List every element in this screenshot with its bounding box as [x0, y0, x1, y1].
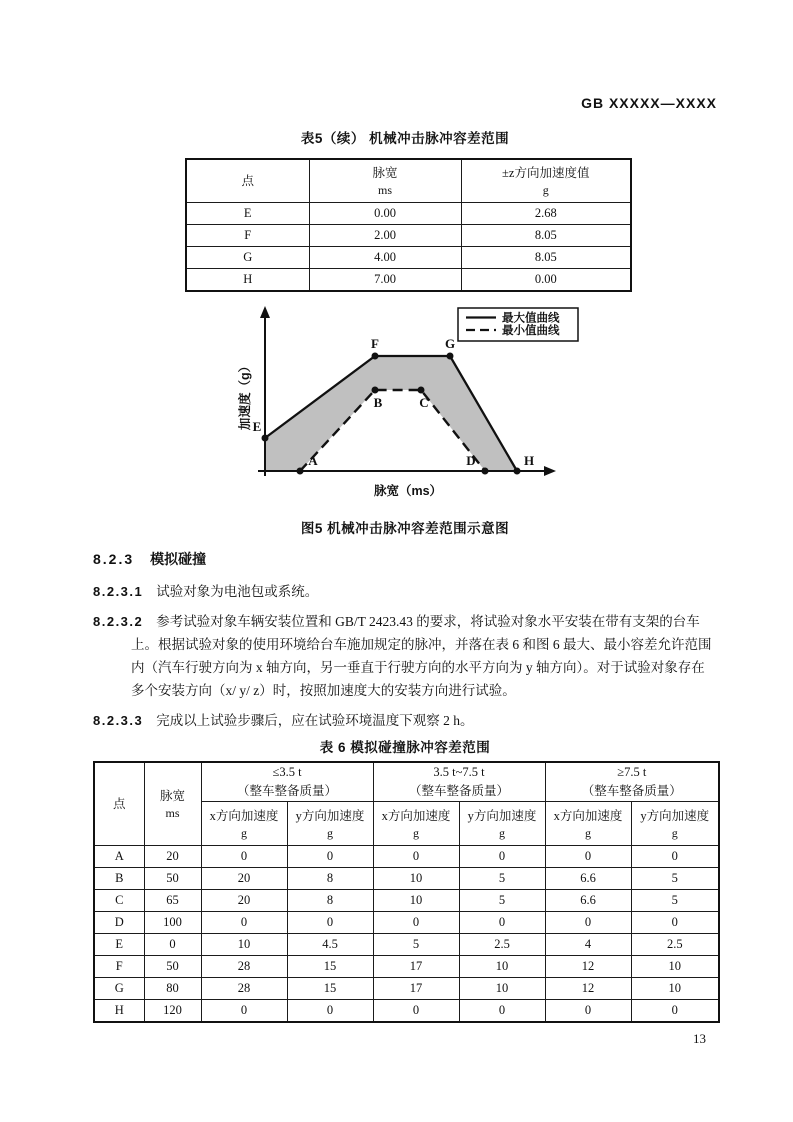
table5-header-pulse-unit: ms	[377, 183, 392, 198]
table5-cell: 0.00	[461, 269, 631, 292]
clause-line	[93, 610, 733, 633]
table6-header-pulse-label: 脉宽	[159, 789, 185, 804]
table6-group-light-range: ≤3.5 t	[272, 765, 302, 780]
x-accel-label: x方向加速度	[209, 808, 279, 823]
table6-cell: 10	[373, 890, 459, 912]
table6-cell: 28	[201, 978, 287, 1000]
table6-cell: 0	[201, 846, 287, 868]
table6-group-mid-range: 3.5 t~7.5 t	[433, 765, 485, 780]
table6-cell: 10	[201, 934, 287, 956]
table6-cell: 28	[201, 956, 287, 978]
table5-cell: F	[186, 225, 309, 247]
table6-cell: 0	[459, 912, 545, 934]
point-E	[262, 435, 269, 442]
table6-body	[94, 846, 719, 1023]
table6-group-light-note: （整车整备质量）	[237, 784, 338, 798]
clause-text: 参考试验对象车辆安装位置和 GB/T 2423.43 的要求，将试验对象水平安装在带有支架的台车	[156, 614, 700, 629]
clause-number: 8.2.3.1	[93, 584, 144, 599]
table6-cell: 17	[373, 956, 459, 978]
table5-header-accel-label: ±z方向加速度值	[502, 166, 590, 181]
table6-cell: 50	[144, 956, 201, 978]
table6-cell: 5	[459, 868, 545, 890]
table6-cell: 0	[201, 1000, 287, 1023]
table6-cell: D	[94, 912, 144, 934]
table6-title: 表 6 模拟碰撞脉冲容差范围	[319, 740, 491, 755]
table5-cell: H	[186, 269, 309, 292]
point-F-label: F	[371, 336, 379, 351]
table6-cell: 12	[545, 956, 631, 978]
clause-line	[93, 580, 733, 603]
x-accel-label: x方向加速度	[381, 808, 451, 823]
x-accel-label: x方向加速度	[553, 808, 623, 823]
clause-number: 8.2.3.3	[93, 713, 144, 728]
table6-header-pulse-unit: ms	[165, 806, 180, 821]
legend-min-label: 最小值曲线	[502, 325, 560, 337]
table5-header-pulse-label: 脉宽	[372, 166, 398, 181]
y-axis-arrow-icon	[260, 306, 270, 318]
point-B	[372, 387, 379, 394]
table5-header-pulse	[309, 159, 461, 203]
table6-cell: 17	[373, 978, 459, 1000]
x-accel-unit: g	[413, 825, 420, 840]
table5-cell: 8.05	[461, 225, 631, 247]
y-accel-unit: g	[499, 825, 506, 840]
table6-cell: 6.6	[545, 890, 631, 912]
table6-cell: 15	[287, 978, 373, 1000]
table6-group-heavy-note: （整车整备质量）	[581, 784, 682, 798]
table6-cell: 20	[144, 846, 201, 868]
table6-cell: H	[94, 1000, 144, 1023]
tolerance-band-shape	[265, 356, 517, 471]
table6-header-point: 点	[94, 762, 144, 846]
clause-text: 试验对象为电池包或系统。	[156, 584, 319, 599]
y-accel-label: y方向加速度	[640, 808, 710, 823]
table6-row	[94, 846, 719, 868]
clause	[93, 709, 733, 732]
table6-cell: 5	[631, 890, 719, 912]
table6-cell: 0	[287, 846, 373, 868]
table5-header-accel-unit: g	[542, 183, 549, 198]
table6-cell: 0	[631, 1000, 719, 1023]
table5-row	[186, 203, 631, 225]
section-number: 8.2.3	[93, 551, 135, 567]
table6-cell: 120	[144, 1000, 201, 1023]
point-D	[482, 468, 489, 475]
point-H	[514, 468, 521, 475]
table6-cell: 0	[545, 912, 631, 934]
y-accel-label: y方向加速度	[295, 808, 365, 823]
clause	[93, 610, 733, 702]
table6-cell: 5	[459, 890, 545, 912]
page-number: 13	[693, 1031, 706, 1046]
clause-line	[93, 709, 733, 732]
table5-body	[186, 203, 631, 292]
table6-cell: 0	[144, 934, 201, 956]
table6-cell: 20	[201, 890, 287, 912]
table5-row	[186, 269, 631, 292]
table6-sub-x2	[373, 802, 459, 846]
table6-cell: 0	[373, 846, 459, 868]
table6-sub-x1	[201, 802, 287, 846]
table6-cell: 20	[201, 868, 287, 890]
y-accel-unit: g	[671, 825, 678, 840]
table6-cell: 80	[144, 978, 201, 1000]
table6-cell: 65	[144, 890, 201, 912]
table6-cell: 6.6	[545, 868, 631, 890]
section-title: 模拟碰撞	[150, 551, 207, 567]
table6-group-heavy	[545, 762, 719, 802]
section-heading	[93, 549, 206, 569]
table5-cell: 4.00	[309, 247, 461, 269]
table5-cell: 2.68	[461, 203, 631, 225]
table5-cell: 0.00	[309, 203, 461, 225]
figure5-diagram	[228, 298, 588, 503]
table6-cell: F	[94, 956, 144, 978]
figure5-caption: 图5 机械冲击脉冲容差范围示意图	[300, 521, 510, 536]
table6-cell: 0	[373, 912, 459, 934]
legend	[458, 308, 578, 341]
point-A-label: A	[308, 453, 318, 468]
table6-cell: E	[94, 934, 144, 956]
clause-number: 8.2.3.2	[93, 614, 144, 629]
table6-cell: 0	[459, 1000, 545, 1023]
table6-group-light	[201, 762, 373, 802]
table6-cell: 0	[287, 912, 373, 934]
table6-cell: 0	[201, 912, 287, 934]
point-C-label: C	[419, 395, 429, 410]
table6-group-mid-note: （整车整备质量）	[409, 784, 510, 798]
table5-row	[186, 225, 631, 247]
table6-header-pulse	[144, 762, 201, 846]
point-G-label: G	[444, 336, 456, 351]
point-F	[372, 353, 379, 360]
table6-cell: 4.5	[287, 934, 373, 956]
table6-sub-y2	[459, 802, 545, 846]
table5-title: 表5（续） 机械冲击脉冲容差范围	[300, 131, 510, 146]
table5-cell: 2.00	[309, 225, 461, 247]
table6-cell: 10	[459, 956, 545, 978]
table6-cell: 50	[144, 868, 201, 890]
table6-row	[94, 956, 719, 978]
table6-group-heavy-range: ≥7.5 t	[617, 765, 647, 780]
table6-sub-y1	[287, 802, 373, 846]
table6-cell: 8	[287, 868, 373, 890]
table6-cell: 0	[631, 912, 719, 934]
x-axis-arrow-icon	[544, 466, 556, 476]
table6-cell: B	[94, 868, 144, 890]
clauses-container	[93, 580, 733, 739]
table6-sub-y3	[631, 802, 719, 846]
table6-row	[94, 868, 719, 890]
table6-cell: 10	[631, 956, 719, 978]
table6-row	[94, 890, 719, 912]
table6-cell: 5	[373, 934, 459, 956]
table6-cell: 0	[545, 846, 631, 868]
table5-header-row	[186, 159, 631, 203]
standard-number: GB XXXXX—XXXX	[581, 95, 717, 111]
table6-cell: 0	[459, 846, 545, 868]
point-G	[447, 353, 454, 360]
table5-cell: E	[186, 203, 309, 225]
table6-cell: 8	[287, 890, 373, 912]
table6-group-header-row	[94, 762, 719, 802]
x-accel-unit: g	[585, 825, 592, 840]
table6-cell: G	[94, 978, 144, 1000]
clause	[93, 580, 733, 603]
legend-max-label: 最大值曲线	[502, 312, 560, 325]
table6-cell: 10	[459, 978, 545, 1000]
table6	[93, 761, 720, 1023]
table5-cell: 7.00	[309, 269, 461, 292]
point-D-label: D	[466, 453, 476, 468]
clause-line: 上。根据试验对象的使用环境给台车施加规定的脉冲，并落在表 6 和图 6 最大、最小容差允许范围	[131, 637, 712, 652]
table6-row	[94, 1000, 719, 1023]
table6-cell: 2.5	[631, 934, 719, 956]
table6-cell: 5	[631, 868, 719, 890]
table5-header-point: 点	[186, 159, 309, 203]
table6-cell: A	[94, 846, 144, 868]
table6-cell: 4	[545, 934, 631, 956]
table6-cell: 0	[631, 846, 719, 868]
table6-row	[94, 934, 719, 956]
x-accel-unit: g	[241, 825, 247, 840]
table6-cell: 0	[545, 1000, 631, 1023]
point-H-label: H	[523, 453, 535, 468]
point-C	[418, 387, 425, 394]
clause-line: 内（汽车行驶方向为 x 轴方向，另一垂直于行驶方向的水平方向为 y 轴方向）。对于试验对象存在	[131, 660, 705, 675]
table6-cell: 2.5	[459, 934, 545, 956]
table6-sub-x3	[545, 802, 631, 846]
table6-cell: 12	[545, 978, 631, 1000]
table6-row	[94, 912, 719, 934]
table6-row	[94, 978, 719, 1000]
table6-cell: 15	[287, 956, 373, 978]
table6-cell: 0	[287, 1000, 373, 1023]
table5-cell: 8.05	[461, 247, 631, 269]
table5	[185, 158, 632, 292]
y-accel-label: y方向加速度	[467, 808, 537, 823]
point-B-label: B	[373, 395, 383, 410]
point-E-label: E	[252, 419, 262, 434]
table5-header-accel	[461, 159, 631, 203]
table6-cell: C	[94, 890, 144, 912]
table6-cell: 10	[631, 978, 719, 1000]
clause-line: 多个安装方向（x/ y/ z）时，按照加速度大的安装方向进行试验。	[131, 683, 516, 698]
y-axis-label: 加速度（g）	[238, 359, 252, 431]
clause-text: 完成以上试验步骤后，应在试验环境温度下观察 2 h。	[156, 713, 474, 728]
point-A	[297, 468, 304, 475]
table6-cell: 10	[373, 868, 459, 890]
x-axis-label: 脉宽（ms）	[373, 484, 443, 498]
y-accel-unit: g	[327, 825, 333, 840]
table5-cell: G	[186, 247, 309, 269]
table6-cell: 100	[144, 912, 201, 934]
table5-row	[186, 247, 631, 269]
table6-group-mid	[373, 762, 545, 802]
table6-cell: 0	[373, 1000, 459, 1023]
